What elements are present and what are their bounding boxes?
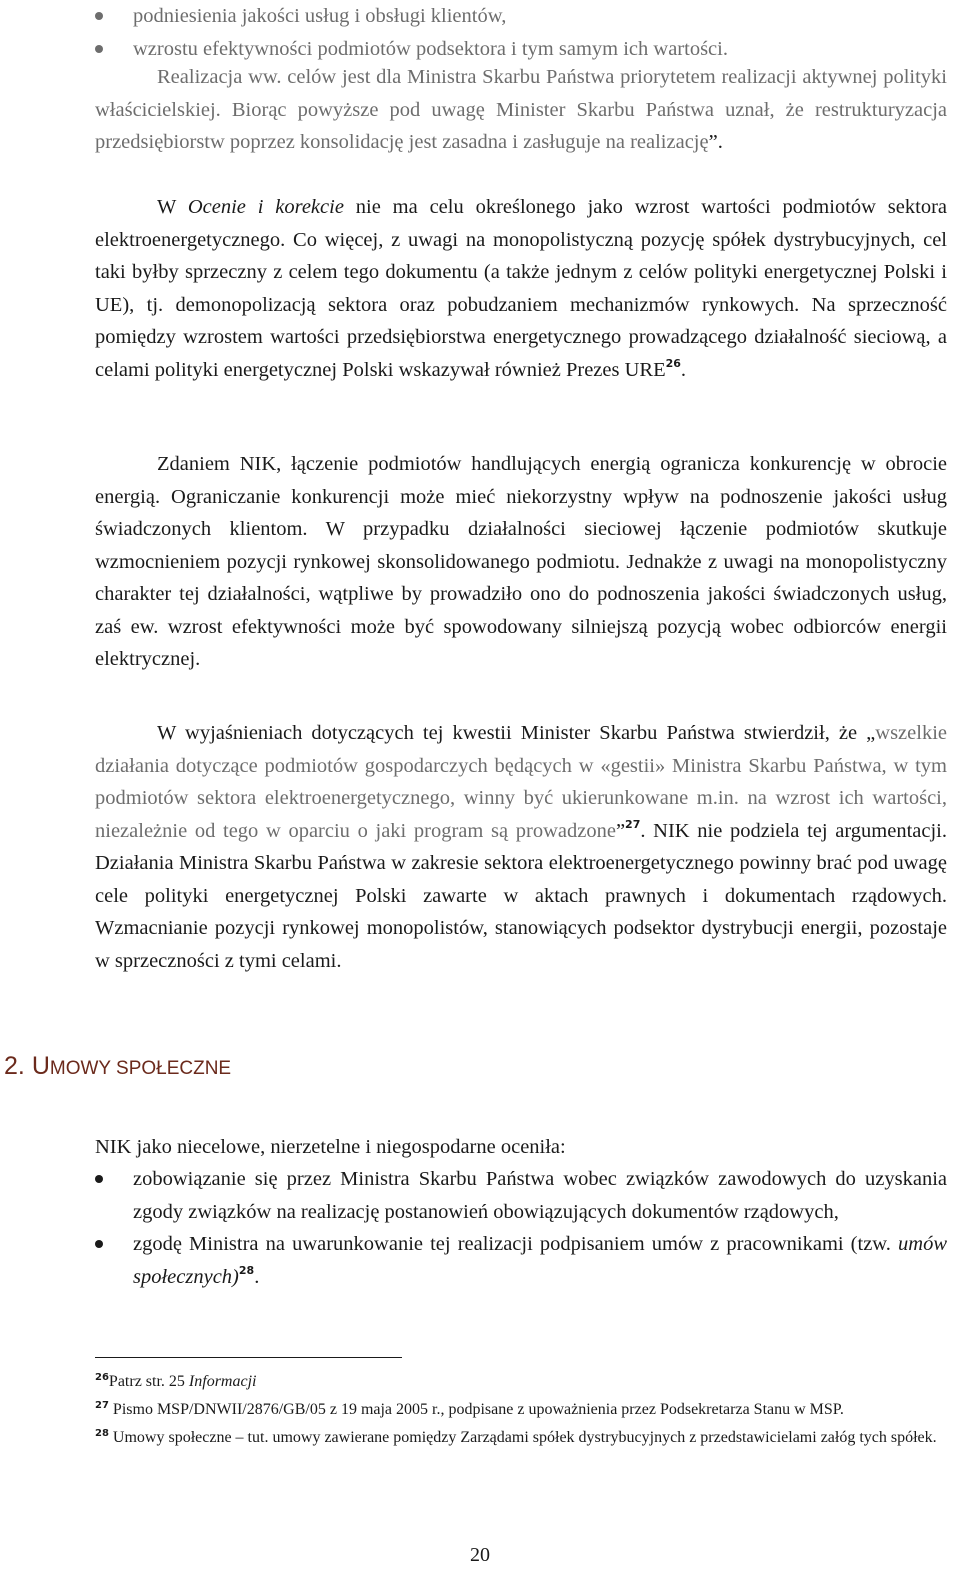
paragraph-assessment: W Ocenie i korekcie nie ma celu określonego jako wzrost wartości podmiotów sektora elektroenergetycznego. Co więcej, z uwagi na monopolistyczną pozycję spółek dystrybucyjnych, cel taki byłby sprzeczny z celem tego dokumentu (a także jednym z celów polityki energetycznej Polski i UE), tj. demonopolizacją sektora oraz pobudzaniem mechanizmów rynkowych. Na sprzeczność pomiędzy wzrostem wartości przedsiębiorstwa energetycznego prowadzącego działalność sieciową, a celami polityki energetycznej Polski wskazywał również Prezes URE$^{26}$.	[95, 196, 947, 381]
list-item: zgodę Ministra na uwarunkowanie tej realizacji podpisaniem umów z pracownikami (tzw. umów społecznych)$^{28}$.	[95, 1228, 947, 1293]
footnote: $^{28}$ Umowy społeczne – tut. umowy zawierane pomiędzy Zarządami spółek dystrybucyjnych z przedstawicielami załóg tych spółek.	[95, 1428, 937, 1446]
footnotes	[95, 1370, 947, 1454]
paragraph-minister-explanations: W wyjaśnieniach dotyczących tej kwestii Minister Skarbu Państwa stwierdził, że „wszelkie działania dotyczące podmiotów gospodarczych będących w «gestii» Ministra Skarbu Państwa, w tym podmiotów sektora elektroenergetycznego, winny być ukierunkowane m.in. na wzrost ich wartości, niezależnie od tego w oparciu o jaki program są prowadzone”$^{27}$. NIK nie podziela tej argumentacji. Działania Ministra Skarbu Państwa w zakresie sektora elektroenergetycznego powinny brać pod uwagę cele polityki energetycznej Polski zawarte w aktach prawnych i dokumentach rządowych. Wzmacnianie pozycji rynkowej monopolistów, stanowiących podsektor dystrybucji energii, pozostaje w sprzeczności z tymi celami.	[95, 722, 947, 972]
bullet-list-goals	[95, 0, 947, 65]
footnote-ref: 27	[625, 817, 641, 831]
list-item: wzrostu efektywności podmiotów podsektora i tym samym ich wartości.	[95, 33, 947, 66]
footnote-ref: 28	[238, 1263, 255, 1277]
paragraph-ministry-priorities: Realizacja ww. celów jest dla Ministra Skarbu Państwa priorytetem realizacji aktywnej polityki właścicielskiej. Biorąc powyższe pod uwagę Minister Skarbu Państwa uznał, że restrukturyzacja przedsiębiorstw poprzez konsolidację jest zasadna i zasługuje na realizację”.	[95, 66, 947, 153]
page-number: 20	[470, 1544, 490, 1566]
document-title: Ocenie i korekcie	[187, 196, 344, 218]
footnote: $^{27}$ Pismo MSP/DNWII/2876/GB/05 z 19 maja 2005 r., podpisane z upoważnienia przez Podsekretarza Stanu w MSP.	[95, 1400, 844, 1418]
list-item: zobowiązanie się przez Ministra Skarbu Państwa wobec związków zawodowych do uzyskania zgody związków na realizację postanowień obowiązujących dokumentów rządowych,	[95, 1163, 947, 1228]
paragraph-nik-opinion: Zdaniem NIK, łączenie podmiotów handlujących energią ogranicza konkurencję w obrocie energią. Ograniczanie konkurencji może mieć niekorzystny wpływ na podnoszenie jakości usług świadczonych klientom. W przypadku działalności sieciowej łączenie podmiotów skutkuje wzmocnieniem pozycji rynkowej skonsolidowanego podmiotu. Jednakże z uwagi na monopolistyczny charakter tej działalności, wątpliwe by prowadziło ono do podnoszenia jakości świadczonych usług, zaś ew. wzrost efektywności może być spowodowany silniejszą pozycją wobec odbiorców energii elektrycznej.	[95, 453, 947, 670]
list-item: podniesienia jakości usług i obsługi klientów,	[95, 0, 947, 33]
footnote-ref: 26	[665, 356, 681, 370]
footnote: $^{26}$Patrz str. 25 Informacji	[95, 1372, 257, 1390]
paragraph-nik-evaluation: NIK jako niecelowe, nierzetelne i niegospodarne oceniła:	[95, 1136, 566, 1158]
bullet-icon	[95, 45, 103, 53]
footnote-separator	[95, 1357, 402, 1358]
section-heading: 2. UMOWY SPOŁECZNE	[4, 1052, 232, 1080]
bullet-icon	[95, 1175, 103, 1183]
bullet-icon	[95, 12, 103, 20]
bullet-icon	[95, 1240, 103, 1248]
bullet-list-evaluation	[95, 1163, 947, 1293]
quotation: wszelkie działania dotyczące podmiotów gospodarczych będących w «gestii» Ministra Skarbu Państwa, w tym podmiotów sektora elektroenergetycznego, winny być ukierunkowane m.in. na wzrost ich wartości, niezależnie od tego w oparciu o jaki program są prowadzone	[95, 722, 947, 842]
